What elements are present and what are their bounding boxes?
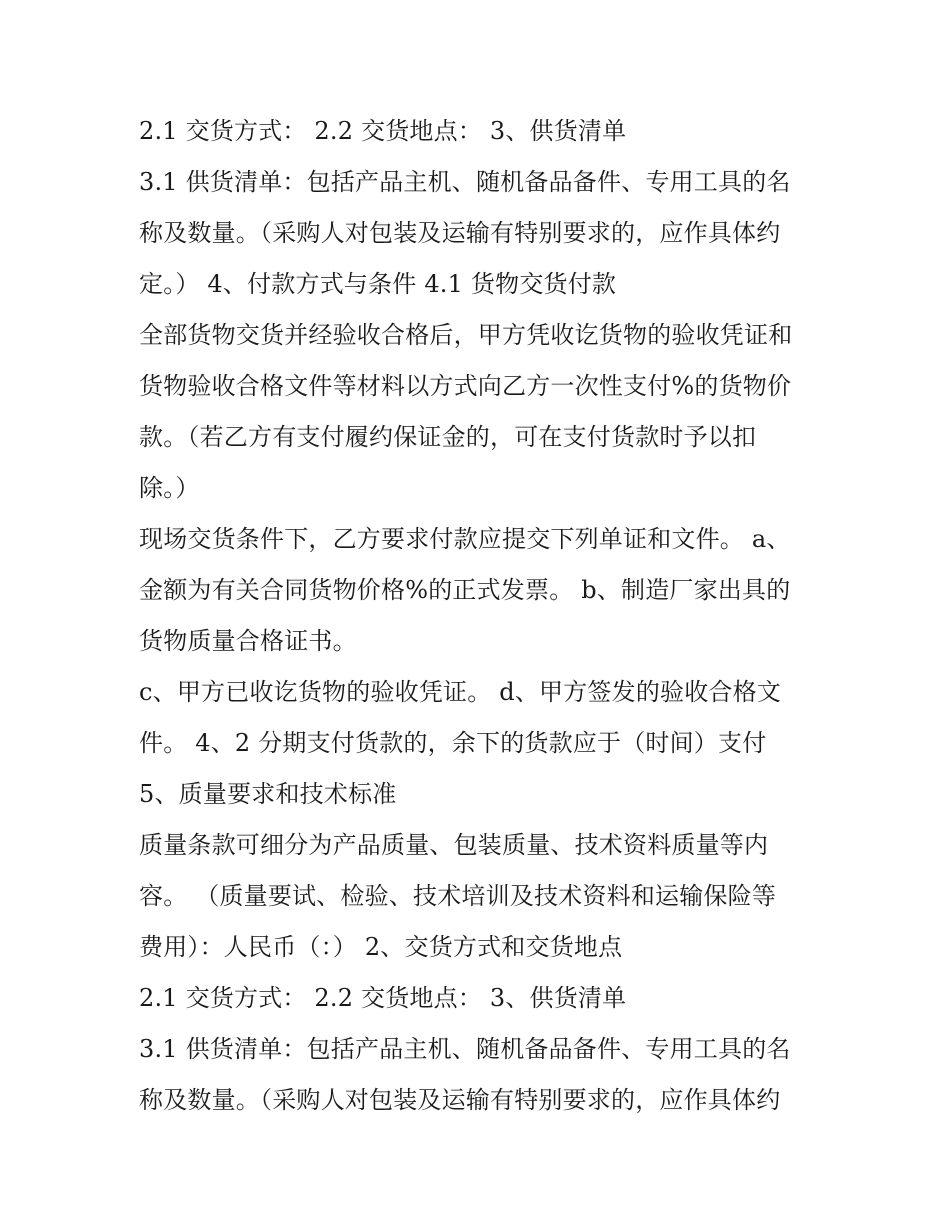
- text-line: 件。 4、2 分期支付货款的，余下的货款应于（时间）支付: [139, 729, 767, 757]
- document-body: [139, 106, 819, 1126]
- text-line: 货物验收合格文件等材料以方式向乙方一次性支付%的货物价: [139, 372, 792, 400]
- paragraph-onsite-documents: [139, 514, 819, 667]
- paragraph-acceptance-certificate: [139, 667, 819, 769]
- text-line: 现场交货条件下，乙方要求付款应提交下列单证和文件。 a、: [139, 525, 791, 553]
- text-line: 质量条款可细分为产品质量、包装质量、技术资料质量等内: [139, 831, 769, 859]
- text-line: 定。） 4、付款方式与条件 4.1 货物交货付款: [139, 270, 617, 298]
- text-line: c、甲方已收讫货物的验收凭证。 d、甲方签发的验收合格文: [139, 678, 782, 706]
- paragraph-quality-terms: [139, 820, 819, 973]
- text-line: 称及数量。（采购人对包装及运输有特别要求的，应作具体约: [139, 219, 781, 247]
- paragraph-payment: [139, 310, 819, 514]
- text-line: 2.1 交货方式： 2.2 交货地点： 3、供货清单: [139, 984, 627, 1012]
- text-line: 全部货物交货并经验收合格后，甲方凭收讫货物的验收凭证和: [139, 321, 793, 349]
- text-line: 货物质量合格证书。: [139, 627, 357, 655]
- paragraph-supply-list-repeat: [139, 1024, 819, 1126]
- text-line: 3.1 供货清单：包括产品主机、随机备品备件、专用工具的名: [139, 1035, 791, 1063]
- paragraph-delivery-method-repeat: [139, 973, 819, 1024]
- text-line: 款。（若乙方有支付履约保证金的，可在支付货款时予以扣: [139, 423, 757, 451]
- text-line: 费用）：人民币（：） 2、交货方式和交货地点: [139, 933, 623, 961]
- paragraph-quality-heading: [139, 769, 819, 820]
- text-line: 容。 （质量要试、检验、技术培训及技术资料和运输保险等: [139, 882, 777, 910]
- text-line: 称及数量。（采购人对包装及运输有特别要求的，应作具体约: [139, 1086, 781, 1114]
- text-line: 2.1 交货方式： 2.2 交货地点： 3、供货清单: [139, 117, 627, 145]
- text-line: 3.1 供货清单：包括产品主机、随机备品备件、专用工具的名: [139, 168, 791, 196]
- section-heading: 5、质量要求和技术标准: [139, 780, 397, 808]
- text-line: 金额为有关合同货物价格%的正式发票。 b、制造厂家出具的: [139, 576, 791, 604]
- text-line: 除。）: [139, 474, 200, 502]
- paragraph-delivery-method: [139, 106, 819, 157]
- paragraph-supply-list: [139, 157, 819, 310]
